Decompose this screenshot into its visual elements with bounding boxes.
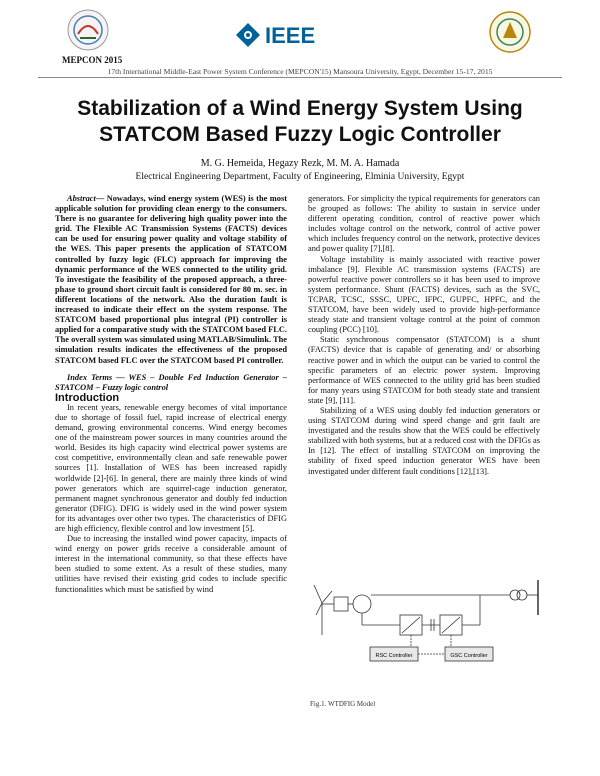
abstract — [55, 194, 287, 366]
ieee-logo-icon — [235, 22, 365, 48]
gsc-controller-label: GSC Controller — [450, 653, 488, 659]
right-paragraph-2: Voltage instability is mainly associated with reactive power imbalance [9]. Flexible AC transmission systems (FACTS) are powerful reactive power controllers so it has been used to improve system performance. Shunt (FACTS) devices, such as the SVC, TCPAR, TCSC, SSSC, UPFC, IFPC, GUPFC, HPFC, and the STATCOM, have been widely used to provide high-performance steady state and transient voltage control at the point of common coupling (PCC) [10]. — [308, 254, 540, 335]
rsc-controller-label: RSC Controller — [375, 653, 413, 659]
section-heading-introduction: Introduction — [55, 391, 120, 404]
header-divider — [38, 77, 562, 78]
ieee-text: IEEE — [265, 23, 316, 48]
intro-paragraph-1: In recent years, renewable energy becomes of vital importance due to shortage of fossil fuel, rapid increase of electrical energy demand, growing environmental concerns. Wind energy becomes one of the mainstream power sources in many countries around the world. Besides its high capacity wind electrical power systems are cost competitive, environmentally clean and safe renewable power sources [1]. Installation of WES has been increased rapidly worldwide [2]-[6]. In general, there are mainly three kinds of wind power generators which are squirrel-cage induction generator, permanent magnet synchronous generator and doubly fed induction generator (DFIG). DFIG is widely used in the wind power system for its advantages over other two types. The characteristics of DFIG are high efficiency, flexible control and low investment [5]. — [55, 402, 287, 533]
right-paragraph-1: generators. For simplicity the typical requirements for generators can be grouped as follows: The ability to sustain in service under different operating condition, control of reactive power which includes voltage control on the network, control of active power which includes frequency control on the network, protective devices and power quality [7],[8]. — [308, 194, 540, 254]
dfig-generator — [353, 595, 371, 613]
gearbox-block — [334, 597, 348, 611]
wind-turbine-icon — [314, 585, 332, 635]
abstract-lead: Abstract — [67, 194, 96, 203]
conference-line: 17th International Middle-East Power System Conference (MEPCON'15) Mansoura University, Egypt, December 15-17, 2015 — [107, 67, 493, 76]
right-column — [308, 194, 540, 477]
abstract-text: — Nowadays, wind energy system (WES) is the most applicable solution for providing clean energy to the consumers. There is no guarantee for delivering high quality power into the grid. The Flexible AC Transmission Systems (FACTS) devices can be used for ensuring power quality and voltage stability of the WES. This paper presents the application of STATCOM controlled by fuzzy logic (FLC) approach for improving the dynamic performance of the WES connected to the utility grid. To investigate the feasibility of the proposed approach, a three-phase to ground short circuit fault is considered for 80 m. sec. in different locations of the network. Also the duration fault is increased to indicate their effect on the system response. The STATCOM based proportional plus integral (PI) controller is applied for a comparative study with the STATCOM based FLC. The overall system was simulated using MATLAB/Simulink. The simulation results indicates the effectiveness of the proposed STATCOM based FLC over the STATCOM based PI controller. — [55, 194, 287, 365]
intro-paragraph-2: Due to increasing the installed wind power capacity, impacts of wind energy on power grids receive a considerable amount of interest in the international community, so that these effects have been studied to some extent. As a result of these studies, many utilities have revised their existing grid codes to include specific functionalities which must be satisfied by wind — [55, 534, 287, 594]
figure-caption: Fig.1. WTDFIG Model — [310, 700, 376, 708]
page-header — [0, 0, 600, 80]
right-paragraph-4: Stabilizing of a WES using doubly fed induction generators or using STATCOM during wind speed change and grit fault are investigated and the results show that the WES could be effectively stabilized with both systems, but at a reduced cost with the DFIGs as In [12]. The effect of installing STATCOM on improving the stability of fixed speed induction generator WES have been investigated under different fault conditions [12],[13]. — [308, 405, 540, 476]
paper-authors: M. G. Hemeida, Hegazy Rezk, M. M. A. Hamada — [200, 158, 400, 169]
mepcon-label: MEPCON 2015 — [62, 55, 123, 65]
faculty-logo-icon — [488, 10, 532, 54]
index-terms: Index Terms — WES – Double Fed Induction Generator – STATCOM – Fuzzy logic control — [55, 372, 287, 392]
left-column — [55, 194, 287, 595]
paper-title: Stabilization of a Wind Energy System Using STATCOM Based Fuzzy Logic Controller — [77, 97, 523, 146]
right-paragraph-3: Static synchronous compensator (STATCOM) is a shunt (FACTS) device that is capable of generating and/ or absorbing reactive power and in which the output can be varied to control the specific parameters of an electric power system. Improving performance of WES connected to the utility grid has been studied for many years using STATCOM for both steady state and transient state [9], [11]. — [308, 335, 540, 405]
university-logo-icon — [66, 8, 110, 52]
wtdfig-model-diagram — [310, 555, 542, 675]
paper-affiliation: Electrical Engineering Department, Faculty of Engineering, Elminia University, Egypt — [135, 172, 465, 182]
